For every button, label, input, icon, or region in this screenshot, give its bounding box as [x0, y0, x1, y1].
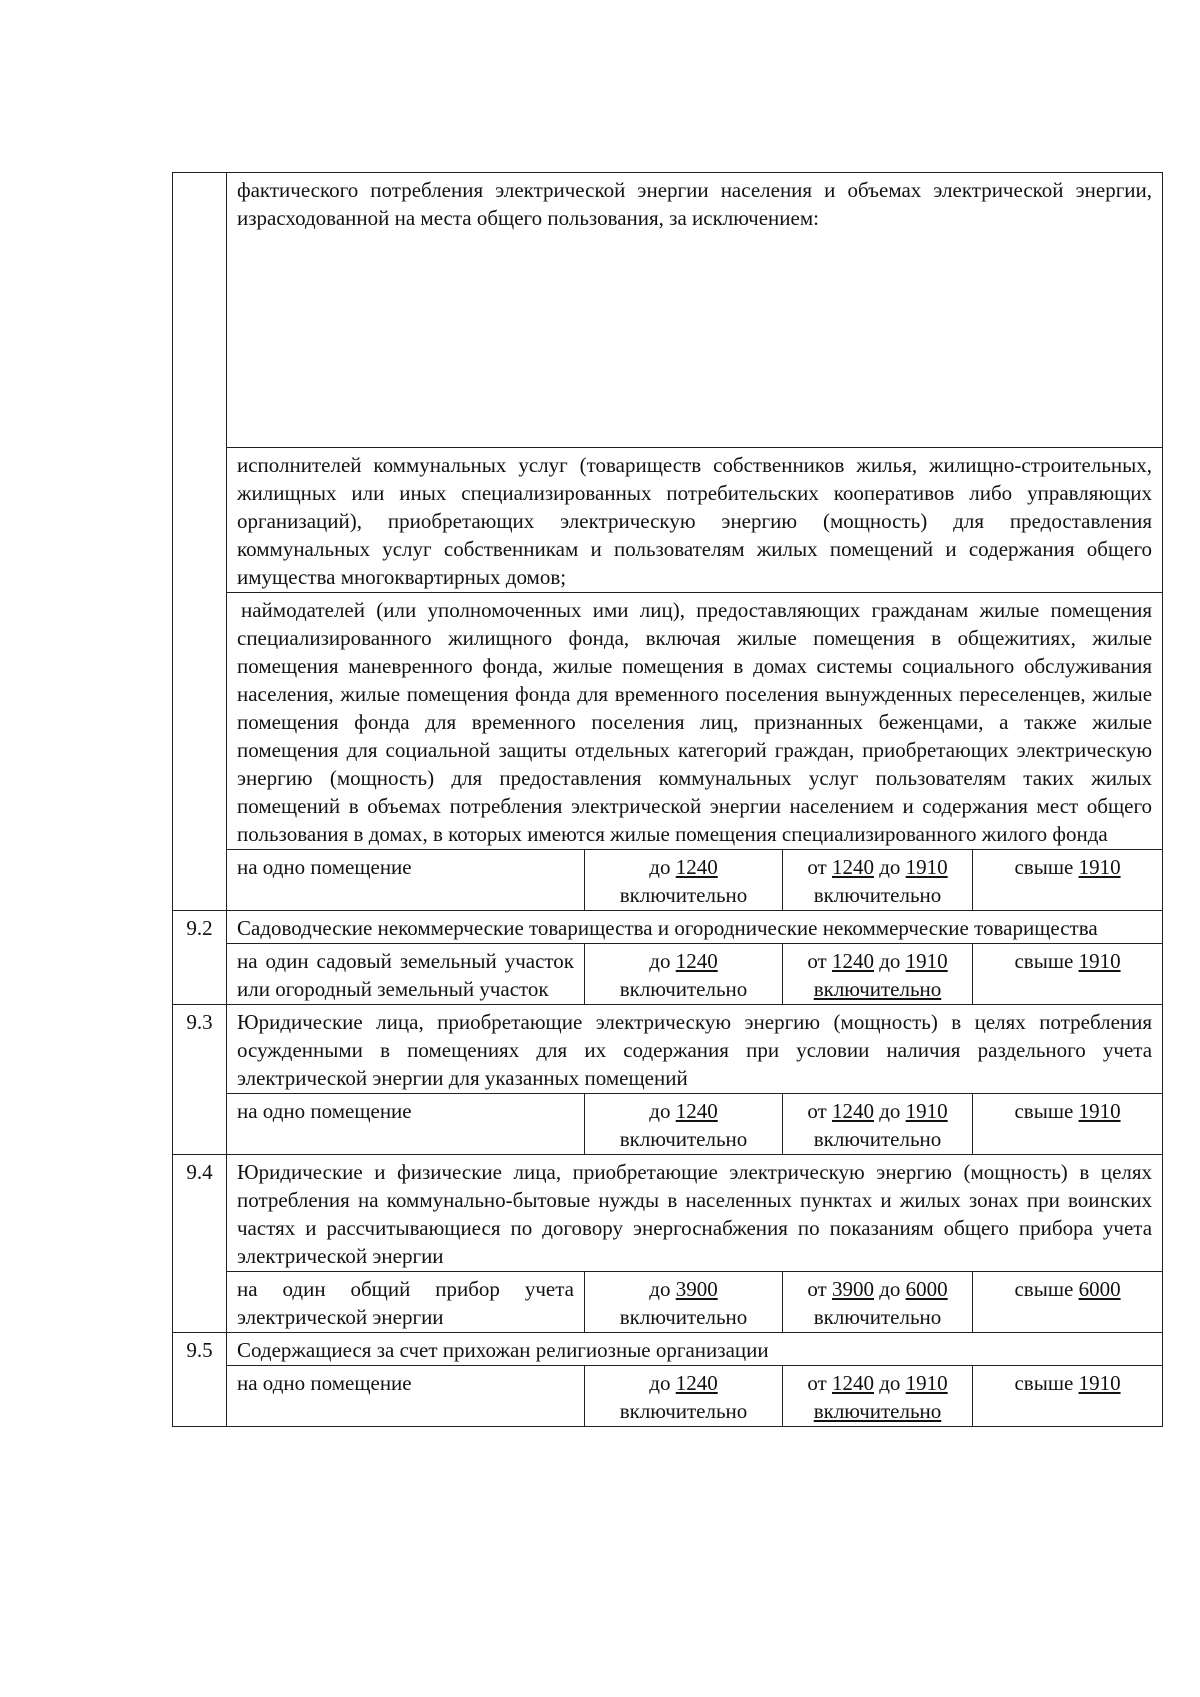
range-high-cell: [973, 850, 1163, 911]
word-inclusive: включительно: [813, 883, 942, 907]
word-inclusive: включительно: [813, 1305, 942, 1329]
word-upto: до: [649, 1371, 671, 1395]
word-inclusive: включительно: [813, 1127, 942, 1151]
range-high-cell: [973, 1366, 1163, 1427]
unit-cell: на один садовый земельный участок или огородный земельный участок: [227, 944, 585, 1005]
range-value: 1910: [905, 949, 948, 973]
intro-text: фактического потребления электрической энергии населения и объемах электрической энергии, израсходованной на места общего пользования, за исключением:: [227, 173, 1163, 448]
table-row: [173, 593, 1163, 850]
table-row: [173, 1272, 1163, 1333]
word-to: до: [879, 1277, 901, 1301]
range-low-cell: [585, 944, 783, 1005]
table-row: [173, 850, 1163, 911]
word-to: до: [879, 1099, 901, 1123]
range-value: 1910: [905, 855, 948, 879]
tariff-table: [172, 172, 1163, 1427]
range-value: 1910: [1078, 949, 1121, 973]
table-row: [173, 1366, 1163, 1427]
table-row: [173, 1333, 1163, 1366]
table-row: [173, 944, 1163, 1005]
word-inclusive: включительно: [619, 977, 748, 1001]
word-over: свыше: [1014, 855, 1074, 879]
section-title: Содержащиеся за счет прихожан религиозные организации: [227, 1333, 1163, 1366]
word-upto: до: [649, 1277, 671, 1301]
word-inclusive: включительно: [619, 1399, 748, 1423]
range-value: 1910: [905, 1099, 948, 1123]
section-number: 9.2: [173, 911, 227, 1005]
range-value: 1240: [675, 949, 718, 973]
range-value: 1240: [831, 855, 874, 879]
range-value: 6000: [1078, 1277, 1121, 1301]
section-title: Юридические лица, приобретающие электрическую энергию (мощность) в целях потребления осужденными в помещениях для их содержания при условии наличия раздельного учета электрической энергии для указанных помещений: [227, 1005, 1163, 1094]
range-high-cell: [973, 1094, 1163, 1155]
section-number: 9.5: [173, 1333, 227, 1427]
table-row: [173, 911, 1163, 944]
range-value: 1240: [831, 1371, 874, 1395]
word-over: свыше: [1014, 949, 1074, 973]
range-value: 3900: [831, 1277, 874, 1301]
word-over: свыше: [1014, 1277, 1074, 1301]
unit-cell: на одно помещение: [227, 1366, 585, 1427]
range-value: 1910: [1078, 1371, 1121, 1395]
word-over: свыше: [1014, 1099, 1074, 1123]
word-upto: до: [649, 1099, 671, 1123]
word-to: до: [879, 855, 901, 879]
range-mid-cell: [783, 944, 973, 1005]
word-from: от: [807, 855, 827, 879]
range-value: 1240: [831, 1099, 874, 1123]
range-value: 1910: [1078, 1099, 1121, 1123]
word-from: от: [807, 949, 827, 973]
range-value: 1910: [1078, 855, 1121, 879]
section-number: 9.4: [173, 1155, 227, 1333]
landlords-text-content: наймодателей (или уполномоченных ими лиц), предоставляющих гражданам жилые помещения специализированного жилищного фонда, включая жилые помещения в общежитиях, жилые помещения маневренного фонда, жилые помещения в домах системы социального обслуживания населения, жилые помещения фонда для временного поселения вынужденных переселенцев, жилые помещения фонда для временного поселения лиц, признанных беженцами, а также жилые помещения для социальной защиты отдельных категорий граждан, приобретающих электрическую энергию (мощность) для предоставления коммунальных услуг пользователям таких жилых помещений в объемах потребления электрической энергии населением и содержания мест общего пользования в домах, в которых имеются жилые помещения специализированного жилого фонда: [237, 598, 1153, 846]
word-inclusive: включительно: [813, 977, 942, 1001]
word-from: от: [807, 1099, 827, 1123]
table-row: [173, 1094, 1163, 1155]
range-value: 3900: [675, 1277, 718, 1301]
word-inclusive: включительно: [619, 883, 748, 907]
table-row: [173, 1005, 1163, 1094]
range-value: 1240: [831, 949, 874, 973]
range-value: 1240: [675, 1099, 718, 1123]
section-number: 9.3: [173, 1005, 227, 1155]
range-value: 6000: [905, 1277, 948, 1301]
table-row: [173, 448, 1163, 593]
section-title: Юридические и физические лица, приобретающие электрическую энергию (мощность) в целях потребления на коммунально-бытовые нужды в населенных пунктах и жилых зонах при воинских частях и рассчитывающиеся по договору энергоснабжения по показаниям общего прибора учета электрической энергии: [227, 1155, 1163, 1272]
section-title: Садоводческие некоммерческие товарищества и огороднические некоммерческие товарищества: [227, 911, 1163, 944]
range-value: 1910: [905, 1371, 948, 1395]
unit-cell: на одно помещение: [227, 850, 585, 911]
word-to: до: [879, 949, 901, 973]
range-low-cell: [585, 1272, 783, 1333]
range-mid-cell: [783, 1366, 973, 1427]
word-inclusive: включительно: [619, 1305, 748, 1329]
range-low-cell: [585, 850, 783, 911]
word-inclusive: включительно: [619, 1127, 748, 1151]
landlords-text: [227, 593, 1163, 850]
word-from: от: [807, 1371, 827, 1395]
unit-cell: на один общий прибор учета электрической энергии: [227, 1272, 585, 1333]
range-high-cell: [973, 944, 1163, 1005]
word-inclusive: включительно: [813, 1399, 942, 1423]
range-value: 1240: [675, 1371, 718, 1395]
range-high-cell: [973, 1272, 1163, 1333]
word-over: свыше: [1014, 1371, 1074, 1395]
table-row: [173, 173, 1163, 448]
range-mid-cell: [783, 1094, 973, 1155]
word-upto: до: [649, 855, 671, 879]
unit-cell: на одно помещение: [227, 1094, 585, 1155]
word-from: от: [807, 1277, 827, 1301]
range-value: 1240: [675, 855, 718, 879]
executors-text: исполнителей коммунальных услуг (товариществ собственников жилья, жилищно-строительных, жилищных или иных специализированных потребительских кооперативов либо управляющих организаций), приобретающих электрическую энергию (мощность) для предоставления коммунальных услуг собственникам и пользователям жилых помещений и содержания общего имущества многоквартирных домов;: [227, 448, 1163, 593]
word-upto: до: [649, 949, 671, 973]
range-mid-cell: [783, 850, 973, 911]
row-number-cell: [173, 173, 227, 911]
range-low-cell: [585, 1366, 783, 1427]
range-mid-cell: [783, 1272, 973, 1333]
word-to: до: [879, 1371, 901, 1395]
range-low-cell: [585, 1094, 783, 1155]
table-row: [173, 1155, 1163, 1272]
